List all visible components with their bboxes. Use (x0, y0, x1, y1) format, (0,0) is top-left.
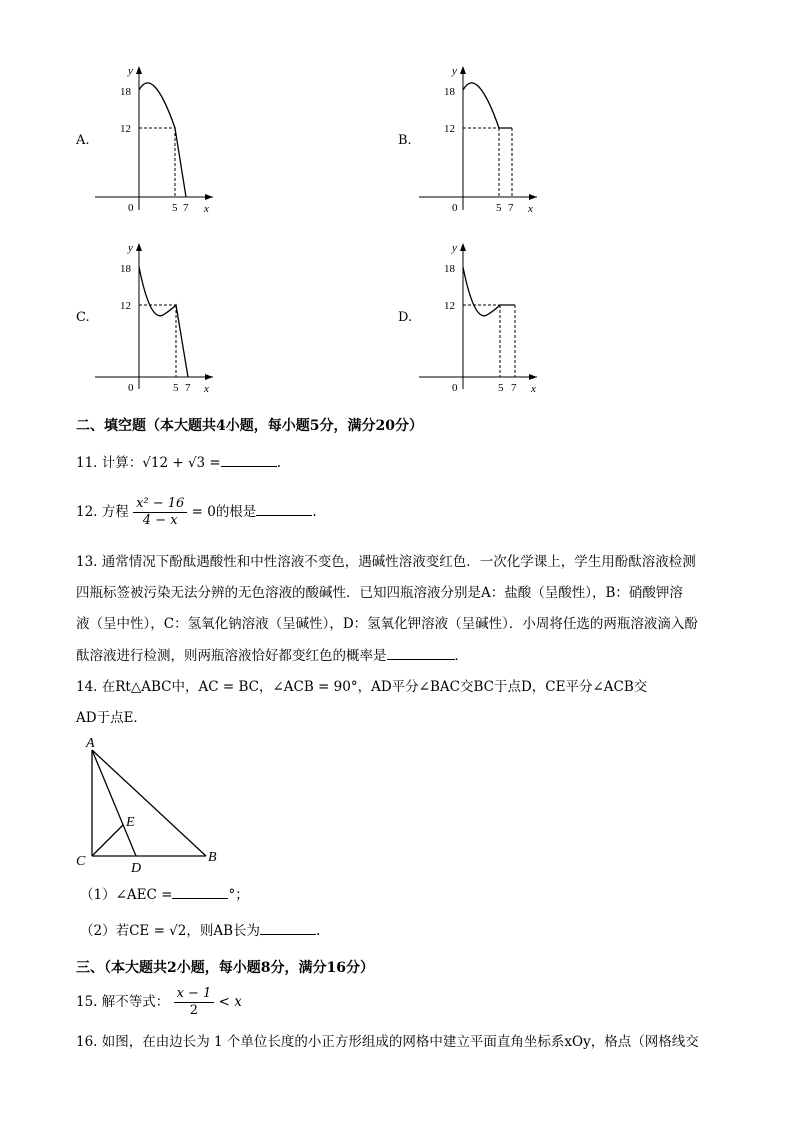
q15-fraction (174, 986, 215, 1019)
x-axis-label: x (528, 203, 533, 215)
option-a-graph (95, 60, 225, 220)
y-axis-label: y (128, 65, 133, 77)
q14-triangle-figure (70, 728, 230, 878)
y-axis-label: y (452, 242, 457, 254)
q15-prefix: 15. 解不等式： (76, 994, 170, 1010)
tick-18: 18 (444, 86, 455, 98)
tick-12: 12 (444, 123, 455, 135)
option-a-label: A. (76, 133, 90, 148)
x-axis-label: x (531, 383, 536, 395)
q12-fraction (133, 496, 187, 529)
q12-prefix: 12. 方程 (76, 504, 129, 520)
option-b-graph (419, 60, 549, 220)
q11-expr: √12 + √3 = (142, 455, 221, 471)
q14-sub1-prefix: （1）∠AEC = (80, 887, 173, 903)
q14-sub2-answer-blank[interactable] (260, 920, 316, 935)
section2-heading: 二、填空题（本大题共4小题，每小题5分，满分20分） (76, 418, 423, 434)
q11-prefix: 11. 计算： (76, 455, 143, 471)
q12-denominator: 4 − x (142, 513, 178, 528)
q13-line2: 四瓶标签被污染无法分辨的无色溶液的酸碱性．已知四瓶溶液分别是A：盐酸（呈酸性），B：硝酸钾溶 (76, 585, 683, 601)
q11-answer-blank[interactable] (221, 452, 277, 467)
y-axis-label: y (452, 65, 457, 77)
q14-sub2-prefix: （2）若CE = √2，则AB长为 (80, 923, 261, 939)
section3-heading: 三、（本大题共2小题，每小题8分，满分16分） (76, 960, 374, 976)
tick-5: 5 (173, 382, 179, 394)
tick-7: 7 (183, 202, 189, 214)
q13-line4: 酞溶液进行检测，则两瓶溶液恰好都变红色的概率是 (76, 648, 387, 664)
option-d-graph (419, 237, 549, 397)
tick-7: 7 (508, 202, 514, 214)
tick-12: 12 (120, 300, 131, 312)
point-b-label: B (208, 850, 217, 865)
x-axis-label: x (204, 203, 209, 215)
q13-line3: 液（呈中性），C：氢氧化钠溶液（呈碱性），D：氢氧化钾溶液（呈碱性）．小周将任选的两瓶溶液滴入酚 (76, 616, 698, 632)
q14-sub2 (80, 920, 320, 941)
tick-7: 7 (185, 382, 191, 394)
q12-mid: 的根是 (215, 504, 257, 520)
option-b-label: B. (398, 133, 412, 148)
tick-5: 5 (496, 202, 502, 214)
x-axis-label: x (204, 383, 209, 395)
tick-5: 5 (498, 382, 504, 394)
question-11 (76, 452, 281, 473)
y-axis-label: y (128, 242, 133, 254)
question-15 (76, 986, 242, 1019)
origin-label: 0 (452, 382, 458, 394)
question-12 (76, 496, 317, 529)
point-a-label: A (86, 736, 95, 751)
q15-denominator: 2 (189, 1003, 199, 1018)
origin-label: 0 (452, 202, 458, 214)
option-d-label: D. (398, 310, 413, 325)
q12-suffix: . (312, 504, 317, 520)
tick-18: 18 (120, 263, 131, 275)
option-c-graph (95, 237, 225, 397)
q14-sub2-suffix: . (316, 923, 321, 939)
tick-18: 18 (444, 263, 455, 275)
point-c-label: C (76, 854, 86, 869)
q12-answer-blank[interactable] (256, 501, 312, 516)
q12-numerator: x² − 16 (133, 496, 187, 513)
option-c-label: C. (76, 310, 90, 325)
q13-line4-wrap (76, 645, 468, 666)
point-e-label: E (126, 815, 135, 830)
q13-line4-suffix: ． (454, 648, 468, 664)
point-d-label: D (131, 861, 142, 876)
q14-sub1-suffix: °； (228, 887, 249, 903)
q13-line1: 13. 通常情况下酚酞遇酸性和中性溶液不变色，遇碱性溶液变红色．一次化学课上，学生用酚酞溶液检测 (76, 554, 696, 570)
q14-sub1 (80, 884, 249, 905)
q11-suffix: . (276, 455, 282, 471)
tick-5: 5 (172, 202, 178, 214)
q16-line1: 16. 如图，在由边长为 1 个单位长度的小正方形组成的网格中建立平面直角坐标系xOy，格点（网格线交 (76, 1034, 699, 1050)
q12-equals: = 0 (191, 504, 216, 520)
tick-7: 7 (511, 382, 517, 394)
q14-line2: AD于点E． (76, 710, 147, 726)
tick-12: 12 (120, 123, 131, 135)
q14-line1: 14. 在Rt△ABC中，AC = BC，∠ACB = 90°，AD平分∠BAC交BC于点D，CE平分∠ACB交 (76, 679, 648, 695)
q14-sub1-answer-blank[interactable] (172, 884, 228, 899)
origin-label: 0 (128, 382, 134, 394)
origin-label: 0 (128, 202, 134, 214)
q15-suffix: < x (218, 994, 242, 1010)
tick-12: 12 (444, 300, 455, 312)
tick-18: 18 (120, 86, 131, 98)
q15-numerator: x − 1 (174, 986, 215, 1003)
q13-answer-blank[interactable] (387, 645, 455, 660)
